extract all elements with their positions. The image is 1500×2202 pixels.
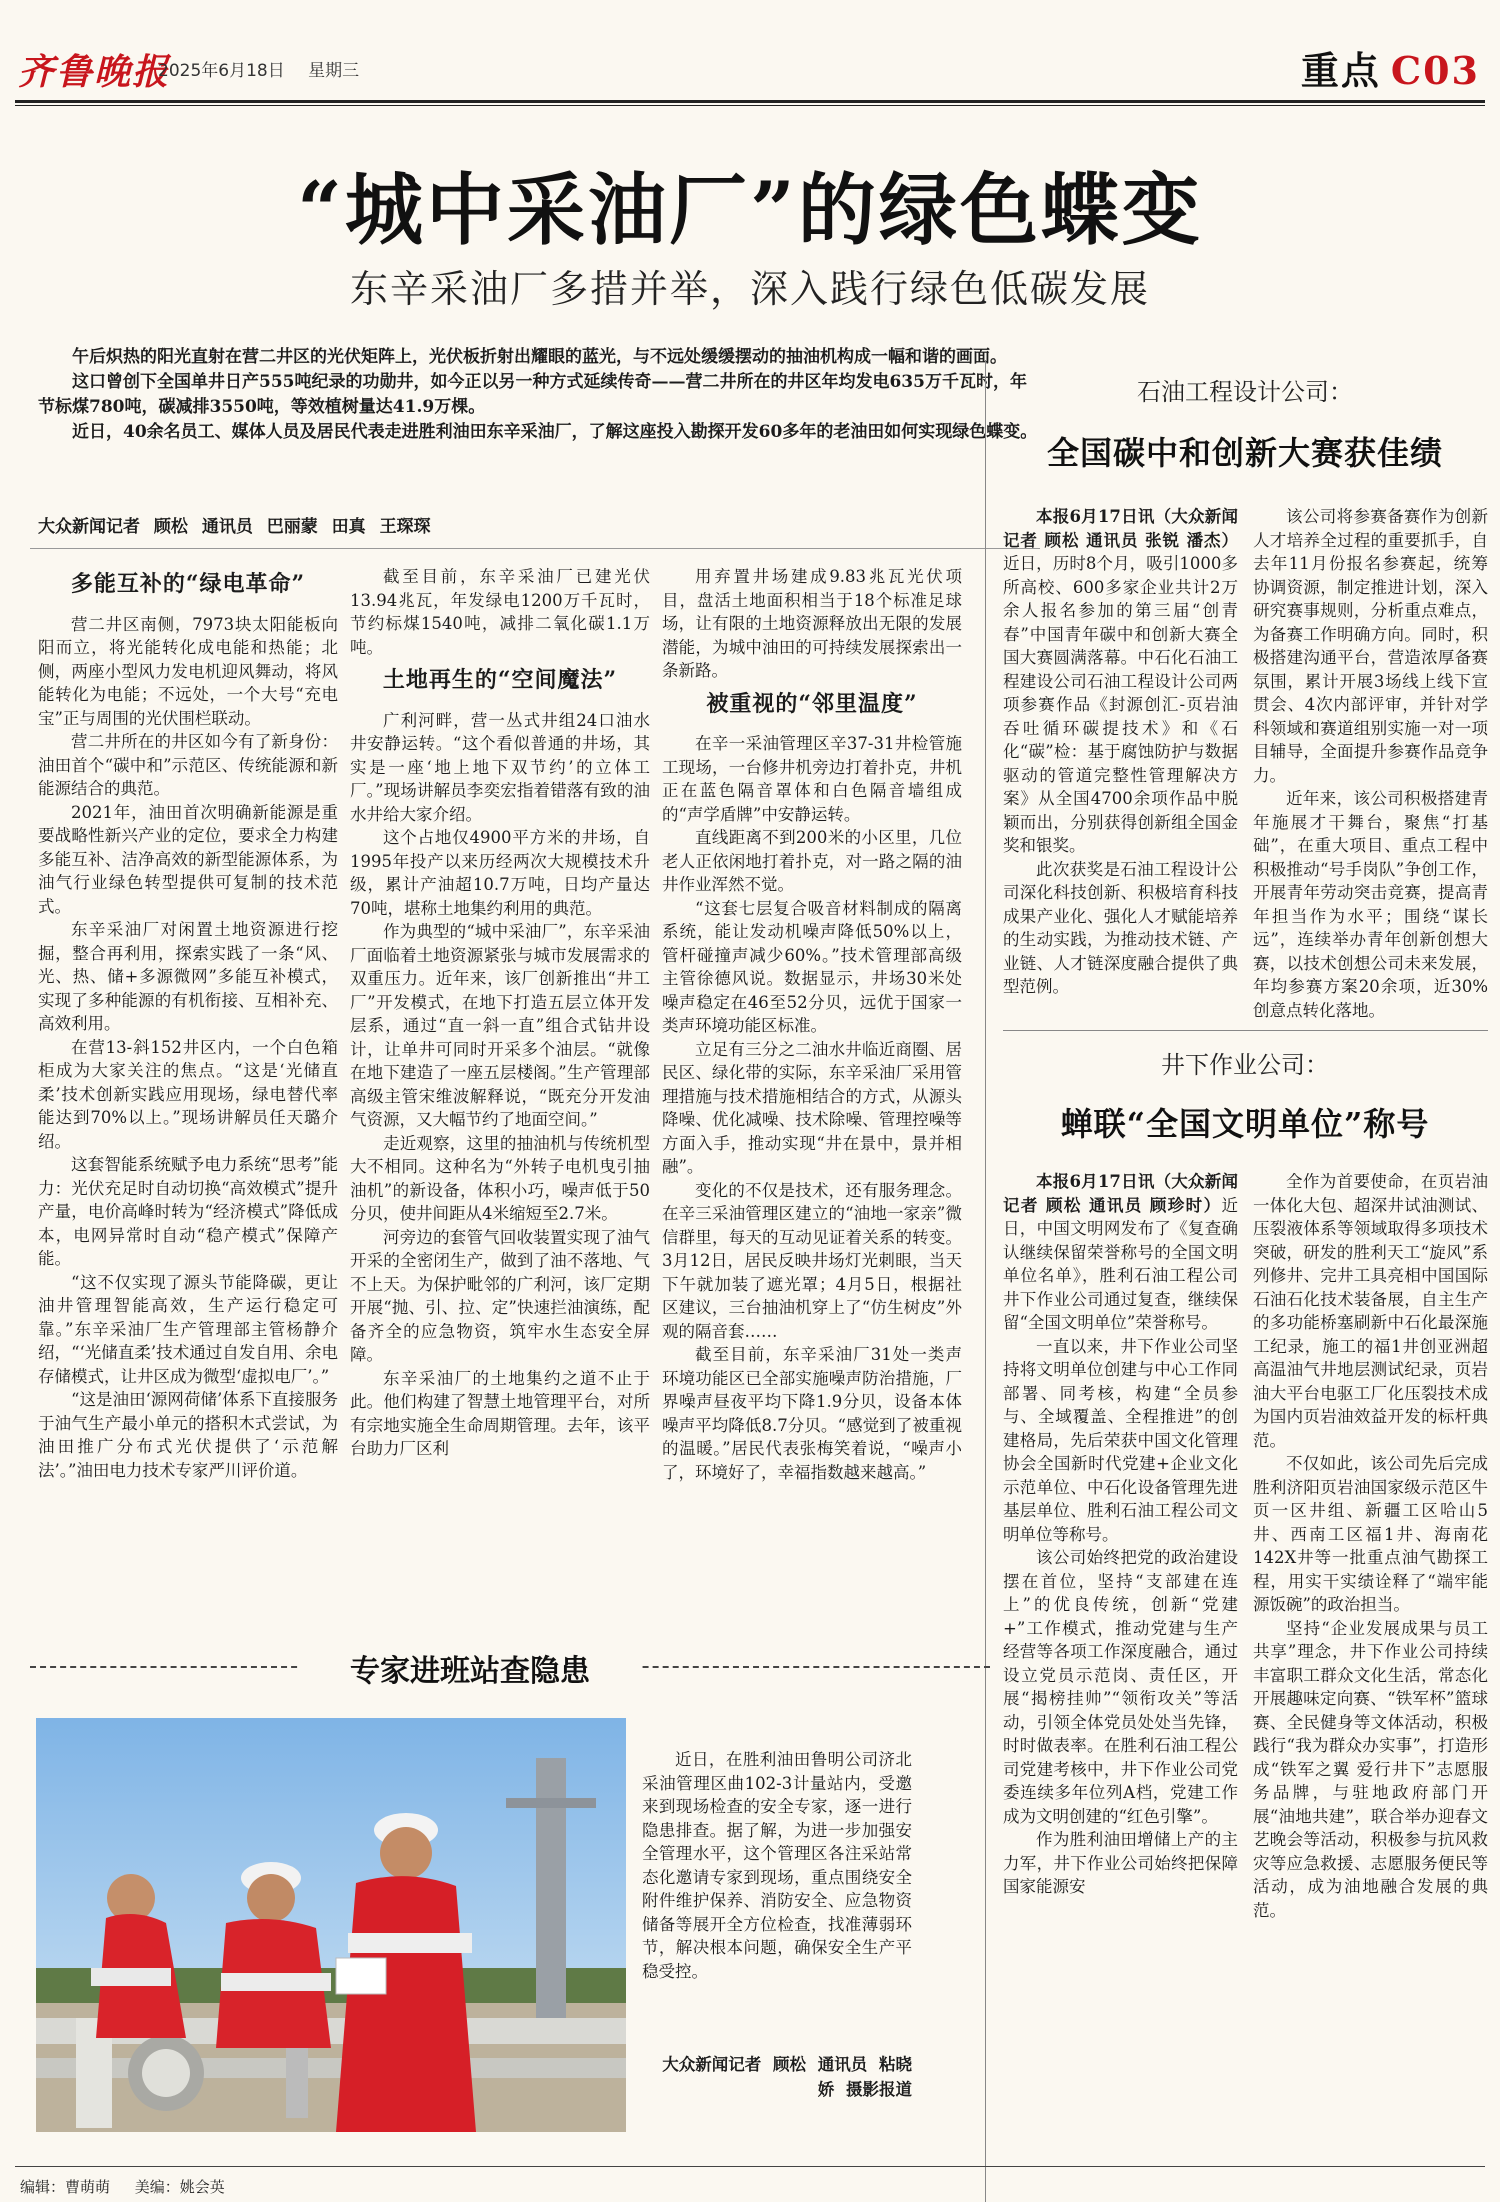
article-column-2 (350, 565, 650, 1461)
article-column-3 (662, 565, 962, 1484)
header-rule (15, 100, 1485, 103)
footer-rule (15, 2166, 1485, 2167)
side-story-2-title: 蝉联“全国文明单位”称号 (1060, 1105, 1430, 1143)
page-number: C03 (1390, 48, 1480, 93)
page-footer (20, 2176, 245, 2197)
body-paragraph: 作为胜利油田增储上产的主力军，井下作业公司始终把保障国家能源安 (1003, 1830, 1238, 1896)
section-name: 重点 (1300, 48, 1381, 93)
story-dateline: 本报6月17日讯（大众新闻记者 顾松 通讯员 张锐 潘杰） (1003, 507, 1238, 550)
body-paragraph: 用弃置井场建成9.83兆瓦光伏项目，盘活土地面积相当于18个标准足球场，让有限的土地资源释放出无限的发展潜能，为城中油田的可持续发展探索出一条新路。 (662, 567, 962, 680)
body-paragraph: 河旁边的套管气回收装置实现了油气开采的全密闭生产，做到了油不落地、气不上天。为保护毗邻的广利河，该厂定期开展“抛、引、拉、定”快速拦油演练，配备齐全的应急物资，筑牢水生态安全屏障。 (350, 1227, 650, 1364)
body-paragraph: 作为典型的“城中采油厂”，东辛采油厂面临着土地资源紧张与城市发展需求的双重压力。近年来，该厂创新推出“井工厂”开发模式，在地下打造五层立体开发层系，通过“直一斜一直”组合式钻井设计，让单井可同时开采多个油层。“就像在地下建造了一座五层楼阁。”生产管理部高级主管宋维波解释说，“既充分开发油气资源，又大幅节约了地面空间。” (350, 922, 650, 1129)
header-rule-thin (15, 105, 1485, 106)
side-story-1-kicker: 石油工程设计公司： (1137, 378, 1353, 406)
body-paragraph: “这套七层复合吸音材料制成的隔离系统，能让发动机噪声降低50%以上，管杆碰撞声减少60%。”技术管理部高级主管徐德风说。数据显示，井场30米处噪声稳定在46至52分贝，远优于国家一类声环境功能区标准。 (662, 898, 962, 1035)
side-story-divider (1003, 1030, 1488, 1031)
body-paragraph: 该公司将参赛备赛作为创新人才培养全过程的重要抓手，自去年11月份报名参赛起，统筹协调资源，制定推进计划，深入研究赛事规则，分析重点难点，为备赛工作明确方向。同时，积极搭建沟通平台，营造浓厚备赛氛围，累计开展3场线上线下宣贯会、4次内部评审，并针对学科领域和赛道组别实施一对一项目辅导，全面提升参赛作品竞争力。 (1253, 507, 1488, 785)
body-paragraph: “这不仅实现了源头节能降碳，更让油井管理智能高效，生产运行稳定可靠。”东辛采油厂生产管理部主管杨静介绍，“‘光储直柔’技术通过自发自用、余电存储模式，让井区成为微型‘虚拟电厂’。” (38, 1272, 338, 1386)
designer-credit: 美编：姚会英 (134, 2178, 225, 2196)
body-paragraph: 在辛一采油管理区辛37-31井检管施工现场，一台修井机旁边打着扑克，井机正在蓝色隔音罩体和白色隔音墙组成的“声学盾牌”中安静运转。 (662, 734, 962, 824)
body-paragraph: 营二井所在的井区如今有了新身份：油田首个“碳中和”示范区、传统能源和新能源结合的典范。 (38, 732, 338, 798)
news-photo (36, 1718, 626, 2132)
issue-dateline (158, 56, 377, 81)
body-paragraph: 截至目前，东辛采油厂31处一类声环境功能区已全部实施噪声防治措施，厂界噪声昼夜平均下降1.9分贝，设备本体噪声平均降低8.7分贝。“感觉到了被重视的温暖。”居民代表张梅笑着说，“噪声小了，环境好了，幸福指数越来越高。” (662, 1345, 962, 1482)
body-paragraph: 广利河畔，营一丛式井组24口油水井安静运转。“这个看似普通的井场，其实是一座‘地上地下双节约’的立体工厂。”现场讲解员李奕宏指着错落有致的油水井给大家介绍。 (350, 710, 650, 824)
lead-paragraph: 这口曾创下全国单井日产555吨纪录的功勋井，如今正以另一种方式延续传奇——营二井所在的井区年均发电635万千瓦时，年节标煤780吨，碳减排3550吨，等效植树量达41.9万棵。 (38, 372, 1027, 417)
article-subtitle: 东辛采油厂多措并举，深入践行绿色低碳发展 (349, 267, 1150, 311)
newspaper-masthead: 齐鲁晚报 (18, 51, 171, 93)
body-paragraph: 东辛采油厂的土地集约之道不止于此。他们构建了智慧土地管理平台，对所有宗地实施全生命周期管理。去年，该平台助力厂区利 (350, 1368, 650, 1458)
body-paragraph: 坚持“企业发展成果与员工共享”理念，井下作业公司持续丰富职工群众文化生活，常态化开展趣味定向赛、“铁军杯”篮球赛、全民健身等文体活动，积极践行“我为群众办实事”，打造形成“铁军之翼 爱行井下”志愿服务品牌，与驻地政府部门开展“油地共建”，联合举办迎春文艺晚会等活动，积极参与抗风救灾等应急救援、志愿服务便民等活动，成为油地融合发展的典范。 (1253, 1618, 1488, 1920)
body-paragraph: 截至目前，东辛采油厂已建光伏13.94兆瓦，年发绿电1200万千瓦时，节约标煤1540吨，减排二氧化碳1.1万吨。 (350, 567, 650, 657)
body-paragraph: 这套智能系统赋予电力系统“思考”能力：光伏充足时自动切换“高效模式”提升产量，电价高峰时转为“经济模式”降低成本，电网异常时自动“稳产模式”保障产能。 (38, 1155, 338, 1268)
body-paragraph: 在营13-斜152井区内，一个白色箱柜成为大家关注的焦点。“这是‘光储直柔’技术创新实践应用现场，绿电替代率能达到70%以上。”现场讲解员任天璐介绍。 (38, 1037, 338, 1151)
story-dateline: 本报6月17日讯（大众新闻记者 顾松 通讯员 顾珍时） (1003, 1172, 1238, 1215)
section-heading: 被重视的“邻里温度” (706, 690, 918, 717)
body-paragraph: 近日，在胜利油田鲁明公司济北采油管理区曲102-3计量站内，受邀来到现场检查的安全专家，逐一进行隐患排查。据了解，为进一步加强安全管理水平，这个管理区各注采站常态化邀请专家到现场，重点围绕安全附件维护保养、消防安全、应急物资储备等展开全方位检查，找准薄弱环节，解决根本问题，确保安全生产平稳受控。 (642, 1750, 912, 1981)
body-paragraph: 全作为首要使命，在页岩油一体化大包、超深井试油测试、压裂液体系等领域取得多项技术突破，研发的胜利天工“旋风”系列修井、完井工具亮相中国国际石油石化技术装备展，自主生产的多功能桥塞刷新中石化最深施工纪录，施工的福1井创亚洲超高温油气井地层测试纪录，页岩油大平台电驱工厂化压裂技术成为国内页岩油效益开发的标杆典范。 (1253, 1172, 1488, 1450)
lead-paragraph: 近日，40余名员工、媒体人员及居民代表走进胜利油田东辛采油厂，了解这座投入勘探开发60多年的老油田如何实现绿色蝶变。 (72, 422, 1038, 442)
body-paragraph: 直线距离不到200米的小区里，几位老人正依闲地打着扑克，对一路之隔的油井作业浑然不觉。 (662, 828, 962, 894)
body-paragraph: 立足有三分之二油水井临近商圈、居民区、绿化带的实际，东辛采油厂采用管理措施与技术措施相结合的方式，从源头降噪、优化减噪、技术除噪、管理控噪等方面入手，推动实现“井在景中，景并相融”。 (662, 1039, 962, 1176)
article-byline: 大众新闻记者 顾松 通讯员 巴丽蒙 田真 王琛琛 (38, 517, 431, 537)
body-paragraph: 近日，历时8个月，吸引1000多所高校、600多家企业共计2万余人报名参加的第三届“创青春”中国青年碳中和创新大赛全国大赛圆满落幕。中石化石油工程建设公司石油工程设计公司两项参赛作品《封源创汇-页岩油吞吐循环碳提技术》和《石化“碳”检：基于腐蚀防护与数据驱动的管道完整性管理解决方案》从全国4700余项作品中脱颖而出，分别获得创新组全国金奖和银奖。 (1003, 554, 1238, 855)
body-paragraph: 2021年，油田首次明确新能源是重要战略性新兴产业的定位，要求全力构建多能互补、洁净高效的新型能源体系，为油气行业绿色转型提供可复制的技术范式。 (38, 802, 338, 916)
body-paragraph: 这个占地仅4900平方米的井场，自1995年投产以来历经两次大规模技术升级，累计产油超10.7万吨，日均产量达70吨，堪称土地集约利用的典范。 (350, 828, 650, 918)
side-story-2-kicker: 井下作业公司： (1161, 1051, 1329, 1079)
editor-credit: 编辑：曹萌萌 (20, 2178, 111, 2196)
photo-box-title: 专家进班站查隐患 (300, 1646, 640, 1690)
side-story-2-column-left (1003, 1170, 1238, 1899)
side-story-1-title: 全国碳中和创新大赛获佳绩 (1046, 434, 1443, 472)
section-heading: 土地再生的“空间魔法” (382, 667, 618, 693)
column-divider (985, 360, 986, 2202)
body-paragraph: 营二井区南侧，7973块太阳能板向阳而立，将光能转化成电能和热能；北侧，两座小型风力发电机迎风舞动，将风能转化为电能；不远处，一个大号“充电宝”正与周围的光伏围栏联动。 (38, 614, 338, 728)
body-paragraph: 近年来，该公司积极搭建青年施展才干舞台，聚焦“打基础”，在重大项目、重点工程中积极推动“号手岗队”争创工作，开展青年劳动突击竞赛，提高青年担当作为水平；围绕“谋长远”，连续举办青年创新创想大赛，以技术创想公司未来发展，年均参赛方案20余项，近30%创意点转化落地。 (1253, 789, 1488, 1020)
side-story-1-column-right (1253, 505, 1488, 1022)
body-paragraph: 变化的不仅是技术，还有服务理念。在辛三采油管理区建立的“油地一家亲”微信群里，每天的互动见证着关系的转变。3月12日，居民反映井场灯光刺眼，当天下午就加装了遮光罩；4月5日，根据社区建议，三台抽油机穿上了“仿生树皮”外观的隔音套…… (662, 1180, 962, 1341)
lead-paragraph: 午后炽热的阳光直射在营二井区的光伏矩阵上，光伏板折射出耀眼的蓝光，与不远处缓缓摆动的抽油机构成一幅和谐的画面。 (72, 347, 1007, 367)
issue-date: 2025年6月18日 (158, 61, 285, 81)
body-paragraph: 走近观察，这里的抽油机与传统机型大不相同。这种名为“外转子电机曳引抽油机”的新设备，体积小巧，噪声低于50分贝，使井间距从4米缩短至2.7米。 (350, 1133, 650, 1223)
news-photo-image (36, 1718, 626, 2132)
body-paragraph: “这是油田‘源网荷储’体系下直接服务于油气生产最小单元的搭积木式尝试，为油田推广分布式光伏提供了‘示范解法’。”油田电力技术专家严川评价道。 (38, 1390, 338, 1480)
body-paragraph: 该公司始终把党的政治建设摆在首位，坚持“支部建在连上”的优良传统，创新“党建+”工作模式，推动党建与生产经营等各项工作深度融合，通过设立党员示范岗、责任区，开展“揭榜挂帅”“领衔攻关”等活动，引领全体党员处处当先锋，时时做表率。在胜利石油工程公司党建考核中，井下作业公司党委连续多年位列A档，党建工作成为文明创建的“红色引擎”。 (1003, 1548, 1238, 1826)
body-paragraph: 此次获奖是石油工程设计公司深化科技创新、积极培育科技成果产业化、强化人才赋能培养的生动实践，为推动技术链、产业链、人才链深度融合提供了典型范例。 (1003, 859, 1238, 996)
issue-weekday: 星期三 (308, 61, 360, 81)
lead-divider (30, 548, 1040, 549)
section-tag (1301, 40, 1480, 95)
side-story-1-column-left (1003, 505, 1238, 999)
photo-box-text (642, 1748, 912, 1983)
body-paragraph: 近日，中国文明网发布了《复查确认继续保留荣誉称号的全国文明单位名单》，胜利石油工程公司井下作业公司通过复查，继续保留“全国文明单位”荣誉称号。 (1003, 1195, 1238, 1332)
article-title: “城中采油厂”的绿色蝶变 (297, 165, 1203, 256)
body-paragraph: 不仅如此，该公司先后完成胜利济阳页岩油国家级示范区牛页一区井组、新疆工区哈山5井、西南工区福1井、海南花142X井等一批重点油气勘探工程，用实干实绩诠释了“端牢能源饭碗”的政治担当。 (1253, 1454, 1488, 1614)
section-heading: 多能互补的“绿电革命” (70, 571, 306, 597)
body-paragraph: 东辛采油厂对闲置土地资源进行挖掘，整合再利用，探索实践了一条“风、光、热、储+多源微网”多能互补模式，实现了多种能源的有机衔接、互相补充、高效利用。 (38, 920, 338, 1033)
body-paragraph: 一直以来，井下作业公司坚持将文明单位创建与中心工作同部署、同考核，构建“全员参与、全域覆盖、全程推进”的创建格局，先后荣获中国文化管理协会全国新时代党建+企业文化示范单位、中石化设备管理先进基层单位、胜利石油工程公司文明单位等称号。 (1003, 1336, 1238, 1544)
photo-credit: 大众新闻记者 顾松 通讯员 粘晓娇 摄影报道 (662, 2055, 912, 2099)
article-lead (38, 345, 1038, 445)
article-column-1 (38, 563, 338, 1482)
side-story-2-column-right (1253, 1170, 1488, 1922)
